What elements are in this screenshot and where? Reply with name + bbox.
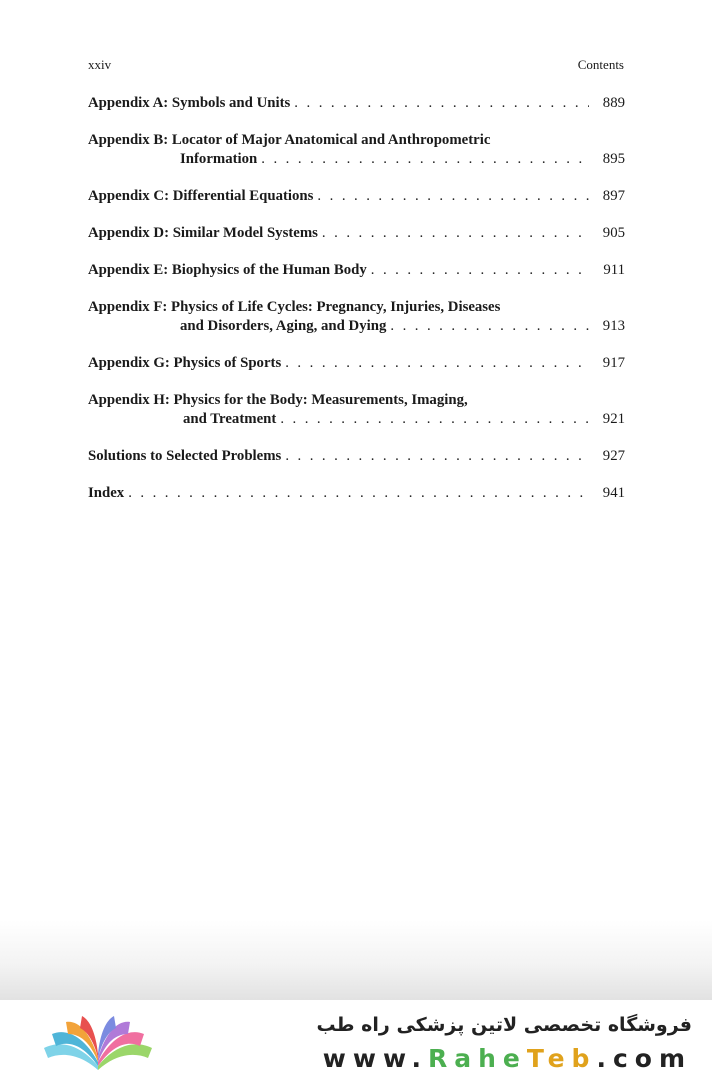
store-url[interactable] <box>323 1044 692 1073</box>
url-suffix: .com <box>596 1044 692 1073</box>
toc-entry-title: Appendix G: Physics of Sports <box>88 355 282 371</box>
toc-entry-appendix-c[interactable] <box>88 187 625 206</box>
dot-leader <box>128 484 589 503</box>
dot-leader <box>390 317 589 336</box>
toc-entry-title: Appendix E: Biophysics of the Human Body <box>88 262 367 278</box>
store-name: فروشگاه تخصصی لاتین پزشکی راه طب <box>316 1014 692 1036</box>
page-header <box>88 57 624 75</box>
toc-page-number: 917 <box>602 355 625 371</box>
toc-entry-title: Appendix A: Symbols and Units <box>88 95 291 111</box>
watermark-banner <box>0 1000 712 1079</box>
dot-leader <box>322 224 589 243</box>
url-brand-rahe: Rahe <box>427 1044 527 1073</box>
open-book-logo-icon <box>40 1014 156 1072</box>
toc-entry-title: Appendix D: Similar Model Systems <box>88 225 318 241</box>
toc-page-number: 921 <box>602 411 625 427</box>
toc-page-number: 905 <box>602 225 625 241</box>
toc-page-number: 911 <box>603 262 625 278</box>
toc-entry-title: Appendix F: Physics of Life Cycles: Pregnancy, Injuries, Diseases <box>88 299 501 315</box>
page-number: xxiv <box>88 57 112 72</box>
dot-leader <box>317 187 589 206</box>
toc-entry-title: Solutions to Selected Problems <box>88 448 282 464</box>
dot-leader <box>294 94 589 113</box>
toc-page-number: 941 <box>602 485 625 501</box>
toc-page-number: 889 <box>602 95 625 111</box>
running-title: Contents <box>577 57 624 72</box>
toc-entry-appendix-g[interactable] <box>88 354 625 373</box>
toc-entry-appendix-e[interactable] <box>88 261 625 280</box>
toc-page-number: 897 <box>602 188 625 204</box>
toc-entry-title: Index <box>88 485 125 501</box>
toc-entry-index[interactable] <box>88 484 625 503</box>
toc-entry-appendix-f[interactable] <box>88 298 625 336</box>
toc-page-number: 927 <box>602 448 625 464</box>
toc-entry-title: Appendix B: Locator of Major Anatomical and Anthropometric <box>88 132 491 148</box>
dot-leader <box>371 261 589 280</box>
toc-entry-title-continued: Information <box>180 151 258 167</box>
table-of-contents <box>88 94 625 521</box>
toc-page-number: 895 <box>602 151 625 167</box>
toc-entry-appendix-b[interactable] <box>88 131 625 169</box>
toc-entry-title: Appendix C: Differential Equations <box>88 188 314 204</box>
toc-entry-title-continued: and Treatment <box>183 411 277 427</box>
url-prefix: www. <box>322 1044 428 1073</box>
toc-entry-title: Appendix H: Physics for the Body: Measurements, Imaging, <box>88 392 468 408</box>
toc-entry-appendix-d[interactable] <box>88 224 625 243</box>
dot-leader <box>280 410 589 429</box>
dot-leader <box>285 354 589 373</box>
toc-entry-solutions[interactable] <box>88 447 625 466</box>
toc-entry-appendix-h[interactable] <box>88 391 625 429</box>
toc-page-number: 913 <box>602 318 625 334</box>
dot-leader <box>261 150 589 169</box>
url-brand-teb: Teb <box>526 1044 597 1073</box>
toc-entry-title-continued: and Disorders, Aging, and Dying <box>180 318 387 334</box>
dot-leader <box>285 447 589 466</box>
toc-entry-appendix-a[interactable] <box>88 94 625 113</box>
